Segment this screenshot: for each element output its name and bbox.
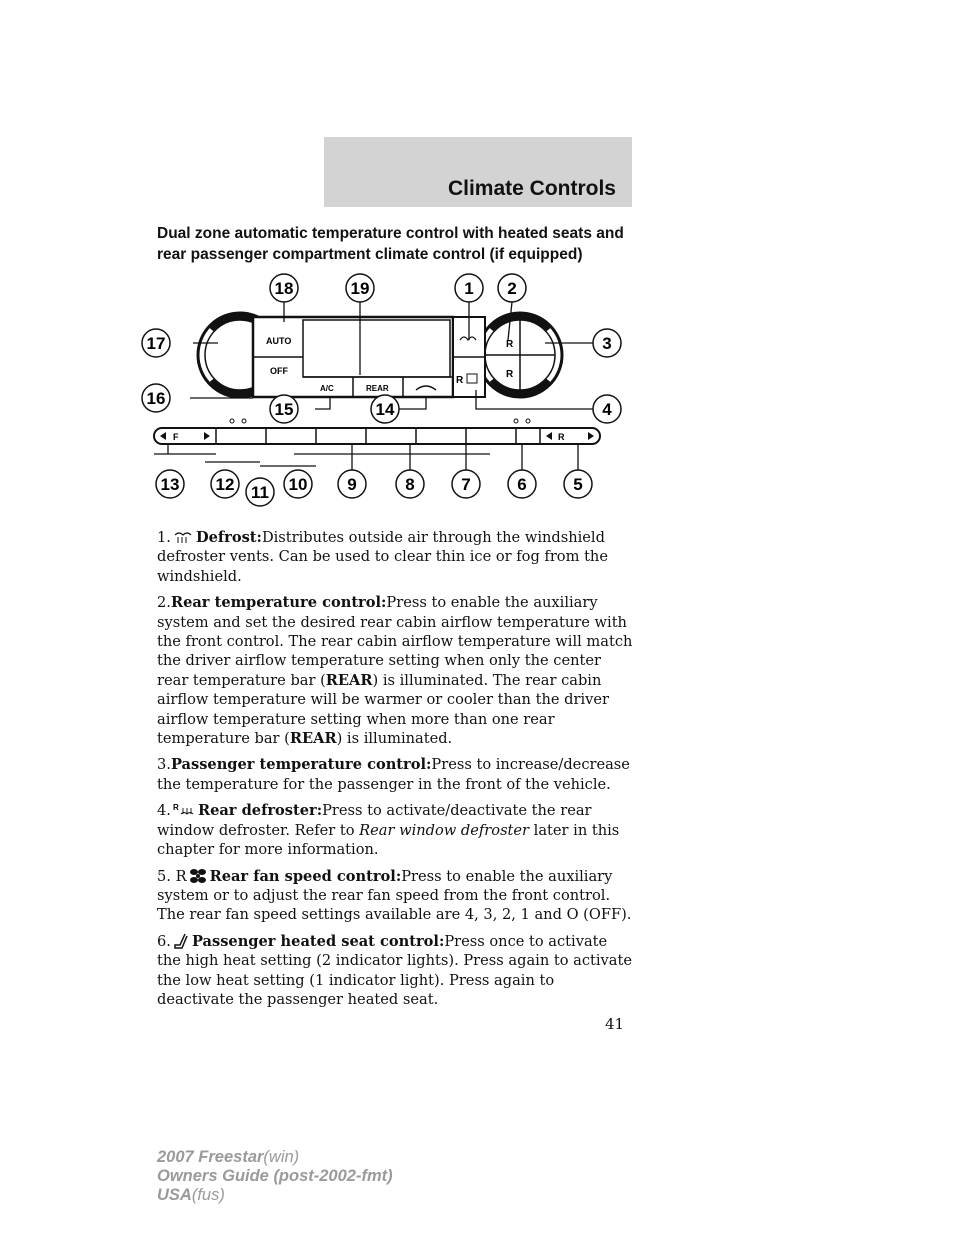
chapter-title: Climate Controls <box>447 177 616 200</box>
item-passenger-heated-seat: 6. Passenger heated seat control:Press once to activate the high heat setting (2 indicator lights). Press again to activate the low heat setting (1 indicator light). Press again to deactivate the passenger heated seat. <box>157 932 633 1008</box>
heading-line-1: Dual zone automatic temperature control with heated seats and <box>157 225 624 242</box>
item-rear-fan-speed: 5. R Rear fan speed control:Press to enable the auxiliary system or to adjust the rear fan speed from the front control. The rear fan speed settings available are 4, 3, 2, 1 and O (OFF). <box>157 867 632 924</box>
rear-fan-label: R <box>558 432 565 442</box>
callout-18: 18 <box>274 279 294 298</box>
callout-13: 13 <box>160 475 180 494</box>
r-label-lower: R <box>506 369 514 380</box>
callout-15: 15 <box>274 400 294 419</box>
item-rear-temperature: 2.Rear temperature control:Press to enable the auxiliary system and set the desired rear cabin airflow temperature with the front control. The rear cabin airflow temperature will match the driver airflow temperature setting when only the center rear temperature bar (REAR) is illuminated. The rear cabin airflow temperature will be warmer or cooler than the driver airflow temperature setting when more than one rear temperature bar (REAR) is illuminated. <box>157 594 633 748</box>
callout-14: 14 <box>375 400 395 419</box>
callout-17: 17 <box>146 334 166 353</box>
callout-19: 19 <box>350 279 370 298</box>
defrost-icon <box>173 531 193 545</box>
rear-defrost-r-label: R <box>456 375 464 386</box>
callout-8: 8 <box>405 475 415 494</box>
section-heading <box>157 223 637 265</box>
item-passenger-temperature: 3.Passenger temperature control:Press to increase/decrease the temperature for the passenger in the front of the vehicle. <box>157 756 630 793</box>
off-button-label: OFF <box>270 366 288 376</box>
callout-7: 7 <box>461 475 471 494</box>
callout-4: 4 <box>602 400 612 419</box>
r-label-upper: R <box>506 339 514 350</box>
climate-control-panel-diagram <box>140 270 630 510</box>
item-defrost: 1. Defrost:Distributes outside air through the windshield defroster vents. Can be used to clear thin ice or fog from the windshield. <box>157 529 608 585</box>
page-number: 41 <box>605 1015 625 1033</box>
fan-icon <box>189 868 207 884</box>
bottom-button-row <box>154 419 600 444</box>
heated-seat-icon <box>173 933 189 949</box>
callout-1: 1 <box>464 279 474 298</box>
rear-button-label: REAR <box>366 384 389 393</box>
rear-defroster-icon <box>173 802 195 818</box>
front-fan-label: F <box>173 432 179 442</box>
chapter-header <box>324 137 632 207</box>
auto-button-label: AUTO <box>266 336 292 346</box>
callout-9: 9 <box>347 475 357 494</box>
ac-button-label: A/C <box>320 384 334 393</box>
callout-16: 16 <box>146 389 166 408</box>
item-rear-defroster: 4. R Rear defroster:Press to activate/deactivate the rear window defroster. Refer to Rear window defroster later in this chapter for more information. <box>157 802 620 859</box>
callout-5: 5 <box>573 475 583 494</box>
document-footer: 2007 Freestar(win) Owners Guide (post-2002-fmt) USA(fus) <box>157 1148 393 1204</box>
callout-12: 12 <box>215 475 235 494</box>
svg-text:R: R <box>172 803 179 813</box>
passenger-temperature-knob <box>478 313 562 397</box>
callout-6: 6 <box>517 475 527 494</box>
callout-11: 11 <box>251 483 269 502</box>
callout-3: 3 <box>602 334 612 353</box>
callout-10: 10 <box>288 475 308 494</box>
heading-line-2: rear passenger compartment climate control (if equipped) <box>157 246 583 263</box>
control-descriptions <box>157 528 635 1016</box>
callout-2: 2 <box>507 279 517 298</box>
